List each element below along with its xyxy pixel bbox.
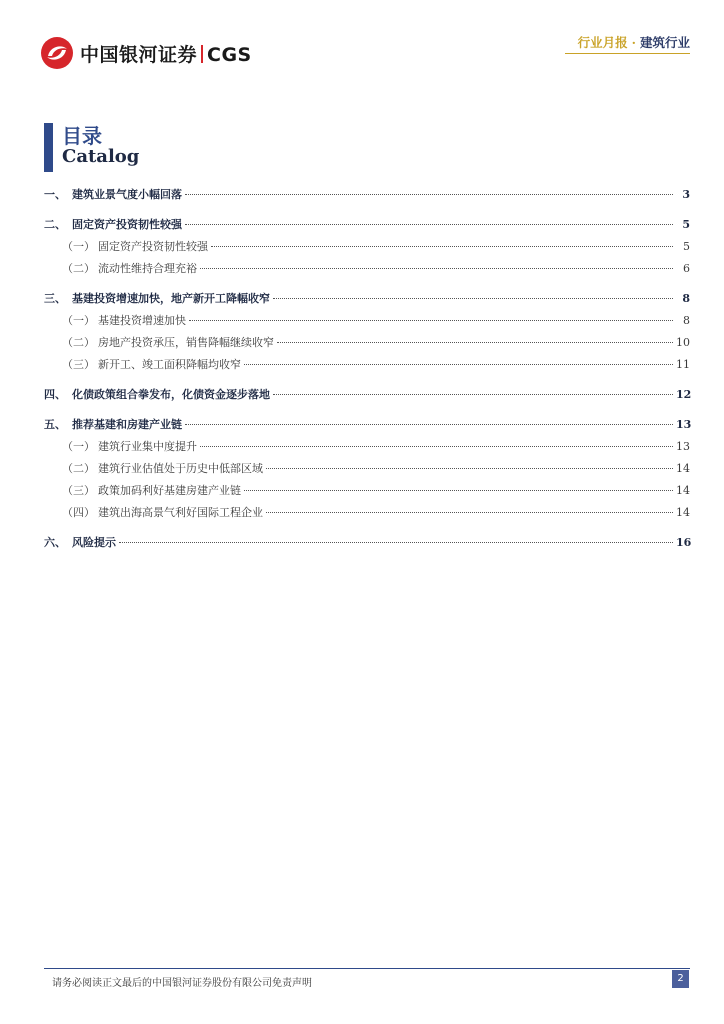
page-number-badge: 2: [672, 970, 689, 988]
toc-entry-page: 6: [683, 262, 690, 275]
toc-leader-dots: [266, 512, 673, 513]
toc-entry-page: 12: [676, 388, 692, 401]
toc-entry-number: 六、: [44, 536, 66, 549]
toc-entry-label: 推荐基建和房建产业链: [72, 418, 182, 431]
catalog-title-cn: 目录: [62, 124, 102, 148]
toc-entry-page: 8: [683, 314, 690, 327]
toc-subentry[interactable]: [44, 356, 690, 378]
toc-leader-dots: [266, 468, 673, 469]
toc-leader-dots: [185, 194, 673, 195]
toc-entry-number: （一）: [62, 440, 95, 453]
toc-entry-number: （二）: [62, 336, 95, 349]
toc-entry-page: 14: [676, 484, 690, 497]
cgs-logo-icon: [40, 36, 74, 70]
company-name-cn: 中国银河证券: [80, 43, 198, 66]
report-category: [578, 33, 690, 51]
toc-entry[interactable]: [44, 216, 690, 238]
toc-leader-dots: [273, 298, 673, 299]
toc-entry-label: 基建投资增速加快，地产新开工降幅收窄: [72, 292, 270, 305]
toc-entry[interactable]: [44, 386, 690, 408]
toc-entry-page: 16: [676, 536, 692, 549]
footer-disclaimer: 请务必阅读正文最后的中国银河证券股份有限公司免责声明: [52, 978, 312, 989]
toc-entry-label: 固定资产投资韧性较强: [72, 218, 182, 231]
toc-entry-number: 三、: [44, 292, 66, 305]
toc-subentry[interactable]: [44, 312, 690, 334]
logo-divider: [201, 45, 203, 63]
table-of-contents: [44, 186, 690, 556]
toc-entry-number: （三）: [62, 358, 95, 371]
toc-entry-label: 化债政策组合拳发布，化债资金逐步落地: [72, 388, 270, 401]
toc-entry-label: 建筑业景气度小幅回落: [72, 188, 182, 201]
title-accent-bar: [44, 123, 53, 172]
toc-entry[interactable]: [44, 290, 690, 312]
toc-leader-dots: [185, 424, 673, 425]
toc-entry-label: 建筑行业估值处于历史中低部区域: [98, 462, 263, 475]
toc-entry-page: 14: [676, 462, 690, 475]
header-separator: ·: [631, 35, 636, 50]
toc-entry-label: 风险提示: [72, 536, 116, 549]
toc-subentry[interactable]: [44, 460, 690, 482]
toc-entry-page: 14: [676, 506, 690, 519]
toc-entry-label: 新开工、竣工面积降幅均收窄: [98, 358, 241, 371]
toc-subentry[interactable]: [44, 438, 690, 460]
toc-leader-dots: [273, 394, 673, 395]
toc-entry[interactable]: [44, 534, 690, 556]
footer-divider: [44, 968, 690, 969]
toc-entry-number: （一）: [62, 240, 95, 253]
toc-entry-label: 房地产投资承压，销售降幅继续收窄: [98, 336, 274, 349]
toc-entry[interactable]: [44, 416, 690, 438]
toc-entry-number: 五、: [44, 418, 66, 431]
toc-leader-dots: [185, 224, 673, 225]
toc-entry-number: （二）: [62, 262, 95, 275]
toc-subentry[interactable]: [44, 504, 690, 526]
toc-leader-dots: [119, 542, 673, 543]
toc-entry-number: （一）: [62, 314, 95, 327]
toc-entry-number: 二、: [44, 218, 66, 231]
toc-entry[interactable]: [44, 186, 690, 208]
toc-entry-label: 固定资产投资韧性较强: [98, 240, 208, 253]
catalog-title-en: Catalog: [62, 146, 140, 167]
toc-entry-number: 四、: [44, 388, 66, 401]
toc-entry-label: 政策加码利好基建房建产业链: [98, 484, 241, 497]
page-header: [0, 0, 724, 80]
toc-leader-dots: [200, 268, 673, 269]
toc-subentry[interactable]: [44, 238, 690, 260]
toc-leader-dots: [200, 446, 673, 447]
toc-entry-page: 5: [682, 218, 690, 231]
toc-entry-label: 流动性维持合理充裕: [98, 262, 197, 275]
toc-leader-dots: [244, 490, 673, 491]
toc-entry-number: （三）: [62, 484, 95, 497]
toc-subentry[interactable]: [44, 260, 690, 282]
industry-name: 建筑行业: [639, 35, 690, 50]
toc-entry-page: 10: [676, 336, 690, 349]
toc-subentry[interactable]: [44, 482, 690, 504]
toc-entry-page: 13: [676, 418, 692, 431]
company-name: [80, 40, 252, 67]
toc-entry-page: 5: [683, 240, 690, 253]
toc-leader-dots: [211, 246, 673, 247]
toc-entry-number: （二）: [62, 462, 95, 475]
toc-entry-label: 建筑行业集中度提升: [98, 440, 197, 453]
company-name-en: CGS: [207, 43, 252, 66]
toc-entry-page: 11: [676, 358, 690, 371]
toc-entry-page: 3: [682, 188, 690, 201]
toc-leader-dots: [189, 320, 673, 321]
report-type: 行业月报: [577, 35, 628, 50]
header-underline: [565, 53, 690, 54]
company-logo: [40, 36, 252, 70]
toc-leader-dots: [277, 342, 673, 343]
toc-subentry[interactable]: [44, 334, 690, 356]
toc-entry-label: 基建投资增速加快: [98, 314, 186, 327]
toc-entry-label: 建筑出海高景气利好国际工程企业: [98, 506, 263, 519]
toc-leader-dots: [244, 364, 673, 365]
toc-entry-number: 一、: [44, 188, 66, 201]
toc-entry-page: 13: [676, 440, 690, 453]
toc-entry-page: 8: [682, 292, 690, 305]
toc-entry-number: （四）: [62, 506, 95, 519]
